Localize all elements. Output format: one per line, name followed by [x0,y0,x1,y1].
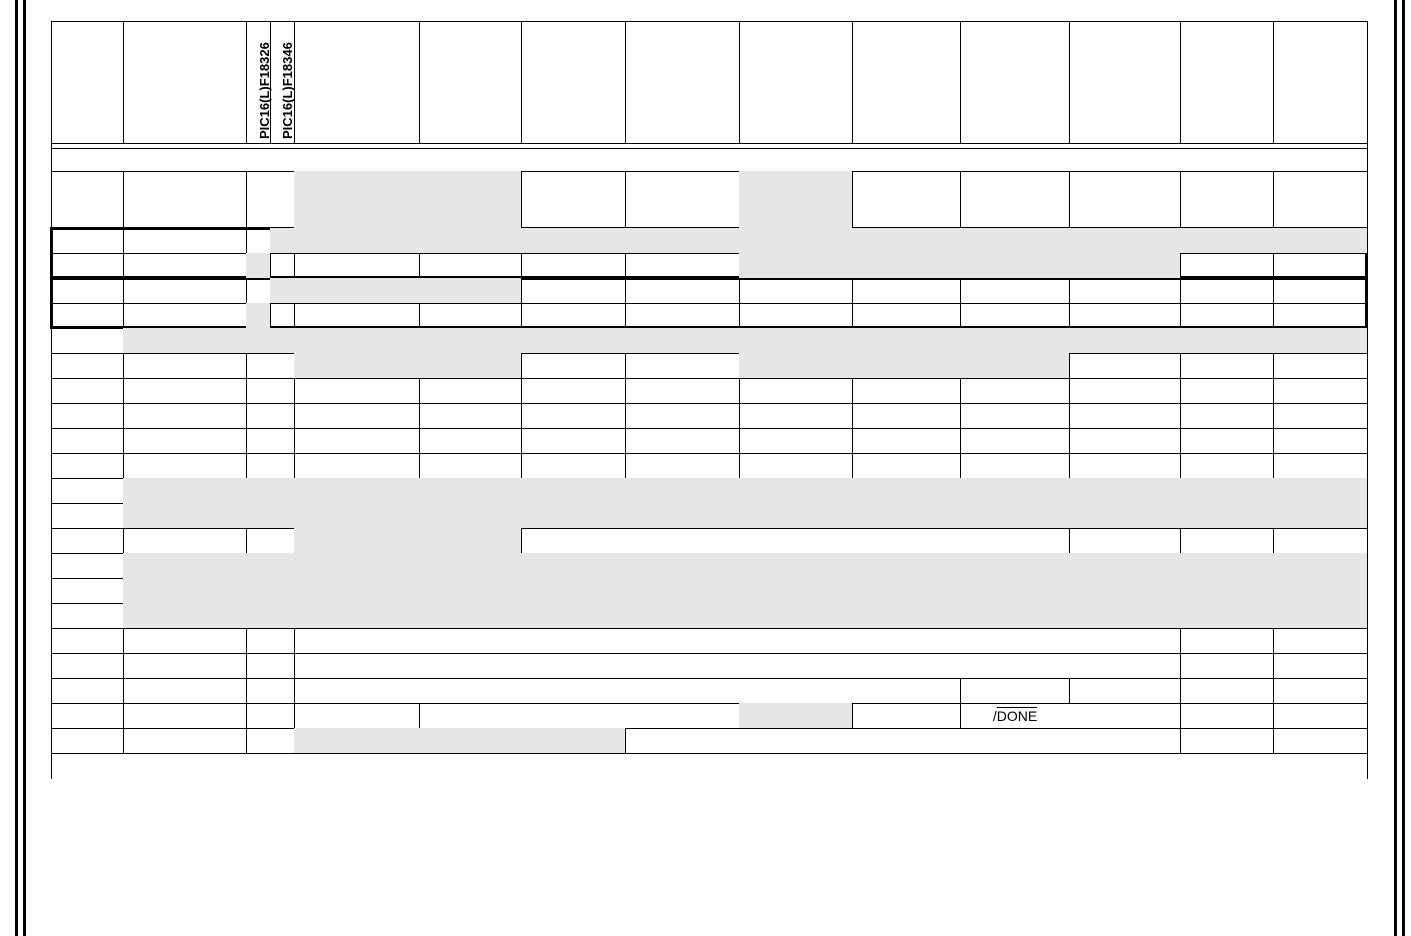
table-rule [246,228,247,253]
table-rule [739,278,740,303]
table-rule [960,21,961,143]
table-rule [294,303,295,328]
shaded-cell [123,328,246,353]
shaded-cell [419,171,521,228]
table-rule [270,253,271,278]
table-rule [123,21,124,143]
table-rule [521,378,522,403]
table-rule [960,678,961,703]
shaded-cell [1069,253,1180,278]
done-prefix: / [992,708,997,724]
table-rule [51,353,1368,354]
table-rule [246,21,247,143]
table-rule [123,403,124,428]
table-rule [739,453,740,478]
table-rule [123,678,124,703]
table-rule [246,678,247,703]
shaded-cell [739,171,852,228]
header-device-1: PIC16(L)F18326 [257,42,272,139]
shaded-cell [246,553,294,578]
table-rule [960,171,961,228]
table-rule [51,171,1368,172]
table-rule [51,753,1368,754]
table-rule [852,303,853,328]
table-rule [1273,253,1274,278]
shaded-cell [1180,503,1273,528]
table-rule [1273,628,1274,653]
shaded-cell [960,253,1069,278]
table-rule [123,353,124,378]
table-rule [51,703,1368,704]
shaded-cell [1273,603,1367,628]
table-rule [1180,303,1181,328]
table-rule [419,21,420,143]
table-rule [1273,378,1274,403]
shaded-cell [294,353,419,378]
table-rule [419,703,420,728]
table-rule [294,703,295,728]
page-border-left-inner [23,0,26,936]
table-rule [51,678,1368,679]
table-rule [625,428,626,453]
table-rule [1180,678,1181,703]
shaded-cell [294,603,1180,628]
table-rule [294,678,295,703]
shaded-cell [246,478,294,503]
shaded-cell [1180,553,1273,578]
shaded-cell [294,503,1180,528]
table-rule [246,703,247,728]
table-rule [521,353,522,378]
table-rule [852,453,853,478]
table-rule [246,428,247,453]
table-rule [960,403,961,428]
table-rule [123,171,124,228]
pin-allocation-table [51,21,1367,779]
table-rule [1273,353,1274,378]
table-rule [51,528,1368,529]
table-rule [852,171,853,228]
table-rule [294,428,295,453]
table-rule [51,148,1368,149]
table-rule [625,728,626,753]
table-rule [294,378,295,403]
table-rule [1069,678,1070,703]
table-rule [1273,678,1274,703]
table-rule [294,453,295,478]
shaded-cell [123,578,246,603]
table-rule [1180,378,1181,403]
table-rule [1180,453,1181,478]
table-rule [1069,378,1070,403]
table-rule [1273,278,1274,303]
shaded-cell [419,353,521,378]
table-rule [123,378,124,403]
table-rule [1180,653,1181,678]
table-rule [51,378,1368,379]
table-rule [123,628,124,653]
table-rule [625,403,626,428]
table-rule [51,403,1368,404]
shaded-cell [246,603,294,628]
done-cell-text [961,708,1069,724]
table-rule [246,728,247,753]
table-rule [852,403,853,428]
shaded-cell [960,353,1069,378]
shaded-cell [294,278,419,303]
table-rule [739,378,740,403]
shaded-cell [294,553,1180,578]
table-rule [1069,453,1070,478]
header-device-2: PIC16(L)F18346 [280,42,295,139]
table-rule [1273,171,1274,228]
table-rule [1180,21,1181,143]
table-rule [51,428,1368,429]
shaded-cell [246,503,294,528]
shaded-cell [123,603,246,628]
table-rule [123,653,124,678]
table-rule [521,21,522,143]
table-rule [1180,703,1181,728]
table-rule [246,403,247,428]
table-rule [625,353,626,378]
shaded-cell [419,528,521,553]
table-rule [1273,703,1274,728]
table-rule [739,303,740,328]
table-rule [1273,528,1274,553]
table-rule [246,653,247,678]
shaded-cell [294,228,1180,253]
shaded-cell [123,553,246,578]
table-rule [51,21,1368,22]
shaded-cell [294,171,419,228]
table-rule [521,528,522,553]
shaded-cell [1273,503,1367,528]
table-rule [521,428,522,453]
shaded-cell [123,478,246,503]
table-rule [625,378,626,403]
table-rule [246,528,247,553]
table-rule [1180,528,1181,553]
table-rule [246,353,247,378]
table-rule [1180,403,1181,428]
table-rule [1069,403,1070,428]
shaded-cell [852,353,960,378]
table-rule [419,378,420,403]
table-rule [1273,728,1274,753]
shaded-cell [1180,578,1273,603]
shaded-cell [1180,228,1273,253]
shaded-cell [419,278,521,303]
shaded-cell [270,228,294,253]
table-rule [246,378,247,403]
table-rule [521,453,522,478]
table-rule [294,253,295,278]
table-rule [625,278,626,303]
table-rule [51,278,1368,279]
table-rule [739,21,740,143]
table-rule [1180,728,1181,753]
shaded-cell [294,478,1180,503]
done-signal: DONE [996,708,1038,724]
table-rule [1180,278,1181,303]
table-rule [123,428,124,453]
table-rule [1069,428,1070,453]
table-rule [1273,653,1274,678]
table-rule [419,253,420,278]
table-rule [123,453,124,478]
table-rule [625,171,626,228]
table-rule [1180,428,1181,453]
table-rule [1273,428,1274,453]
table-rule [1273,403,1274,428]
table-rule [270,303,271,328]
table-rule [521,403,522,428]
table-rule [294,628,295,653]
table-rule [739,403,740,428]
table-rule [51,21,52,779]
page-border-right-inner [1394,0,1397,936]
table-rule [1180,628,1181,653]
page-border-left-outer [15,0,18,936]
table-rule [852,378,853,403]
table-rule [246,628,247,653]
table-rule [123,303,124,328]
table-rule [521,278,522,303]
shaded-cell [1180,478,1273,503]
table-rule [419,403,420,428]
table-rule [521,303,522,328]
table-rule [739,428,740,453]
shaded-cell [246,578,294,603]
table-rule [1273,303,1274,328]
table-rule [123,528,124,553]
table-rule [960,303,961,328]
shaded-cell [294,728,419,753]
table-rule [1069,21,1070,143]
table-rule [521,253,522,278]
table-rule [123,728,124,753]
table-rule [960,428,961,453]
shaded-cell [123,503,246,528]
shaded-cell [270,278,294,303]
table-rule [1180,171,1181,228]
shaded-cell [1273,328,1367,353]
table-rule [1069,278,1070,303]
shaded-cell [1180,328,1273,353]
shaded-cell [521,728,625,753]
shaded-cell [1180,603,1273,628]
table-rule [960,453,961,478]
table-rule [521,171,522,228]
table-rule [51,143,1368,144]
table-rule [419,428,420,453]
table-rule [123,228,124,253]
table-rule [246,278,247,303]
table-rule [51,453,1368,454]
shaded-cell [294,578,1180,603]
table-rule [1367,21,1368,779]
table-rule [625,21,626,143]
table-rule [246,453,247,478]
shaded-cell [739,253,852,278]
shaded-cell [739,703,852,728]
table-rule [294,403,295,428]
table-rule [960,378,961,403]
table-rule [1273,21,1274,143]
table-rule [1069,303,1070,328]
table-rule [246,171,247,228]
table-rule [419,303,420,328]
table-rule [123,253,124,278]
shaded-cell [1273,553,1367,578]
table-rule [1180,253,1181,278]
table-rule [852,21,853,143]
table-rule [852,703,853,728]
shaded-cell [852,253,960,278]
table-rule [852,428,853,453]
table-rule [1180,353,1181,378]
shaded-cell [739,353,852,378]
shaded-cell [419,728,521,753]
shaded-cell [246,328,294,353]
shaded-cell [1273,578,1367,603]
shaded-cell [294,328,1180,353]
table-rule [625,303,626,328]
page-border-right-outer [1402,0,1405,936]
table-rule [294,653,295,678]
table-rule [852,278,853,303]
table-rule [960,278,961,303]
shaded-cell [294,528,419,553]
table-rule [51,653,1368,654]
table-rule [1069,353,1070,378]
shaded-cell [246,303,270,328]
shaded-cell [246,253,270,278]
table-rule [419,453,420,478]
table-rule [51,628,1368,629]
table-rule [51,728,1368,729]
shaded-cell [1273,228,1367,253]
table-rule [1069,528,1070,553]
table-rule [123,278,124,303]
table-rule [123,703,124,728]
table-rule [1069,171,1070,228]
table-rule [1273,453,1274,478]
table-rule [625,253,626,278]
shaded-cell [1273,478,1367,503]
table-rule [625,453,626,478]
